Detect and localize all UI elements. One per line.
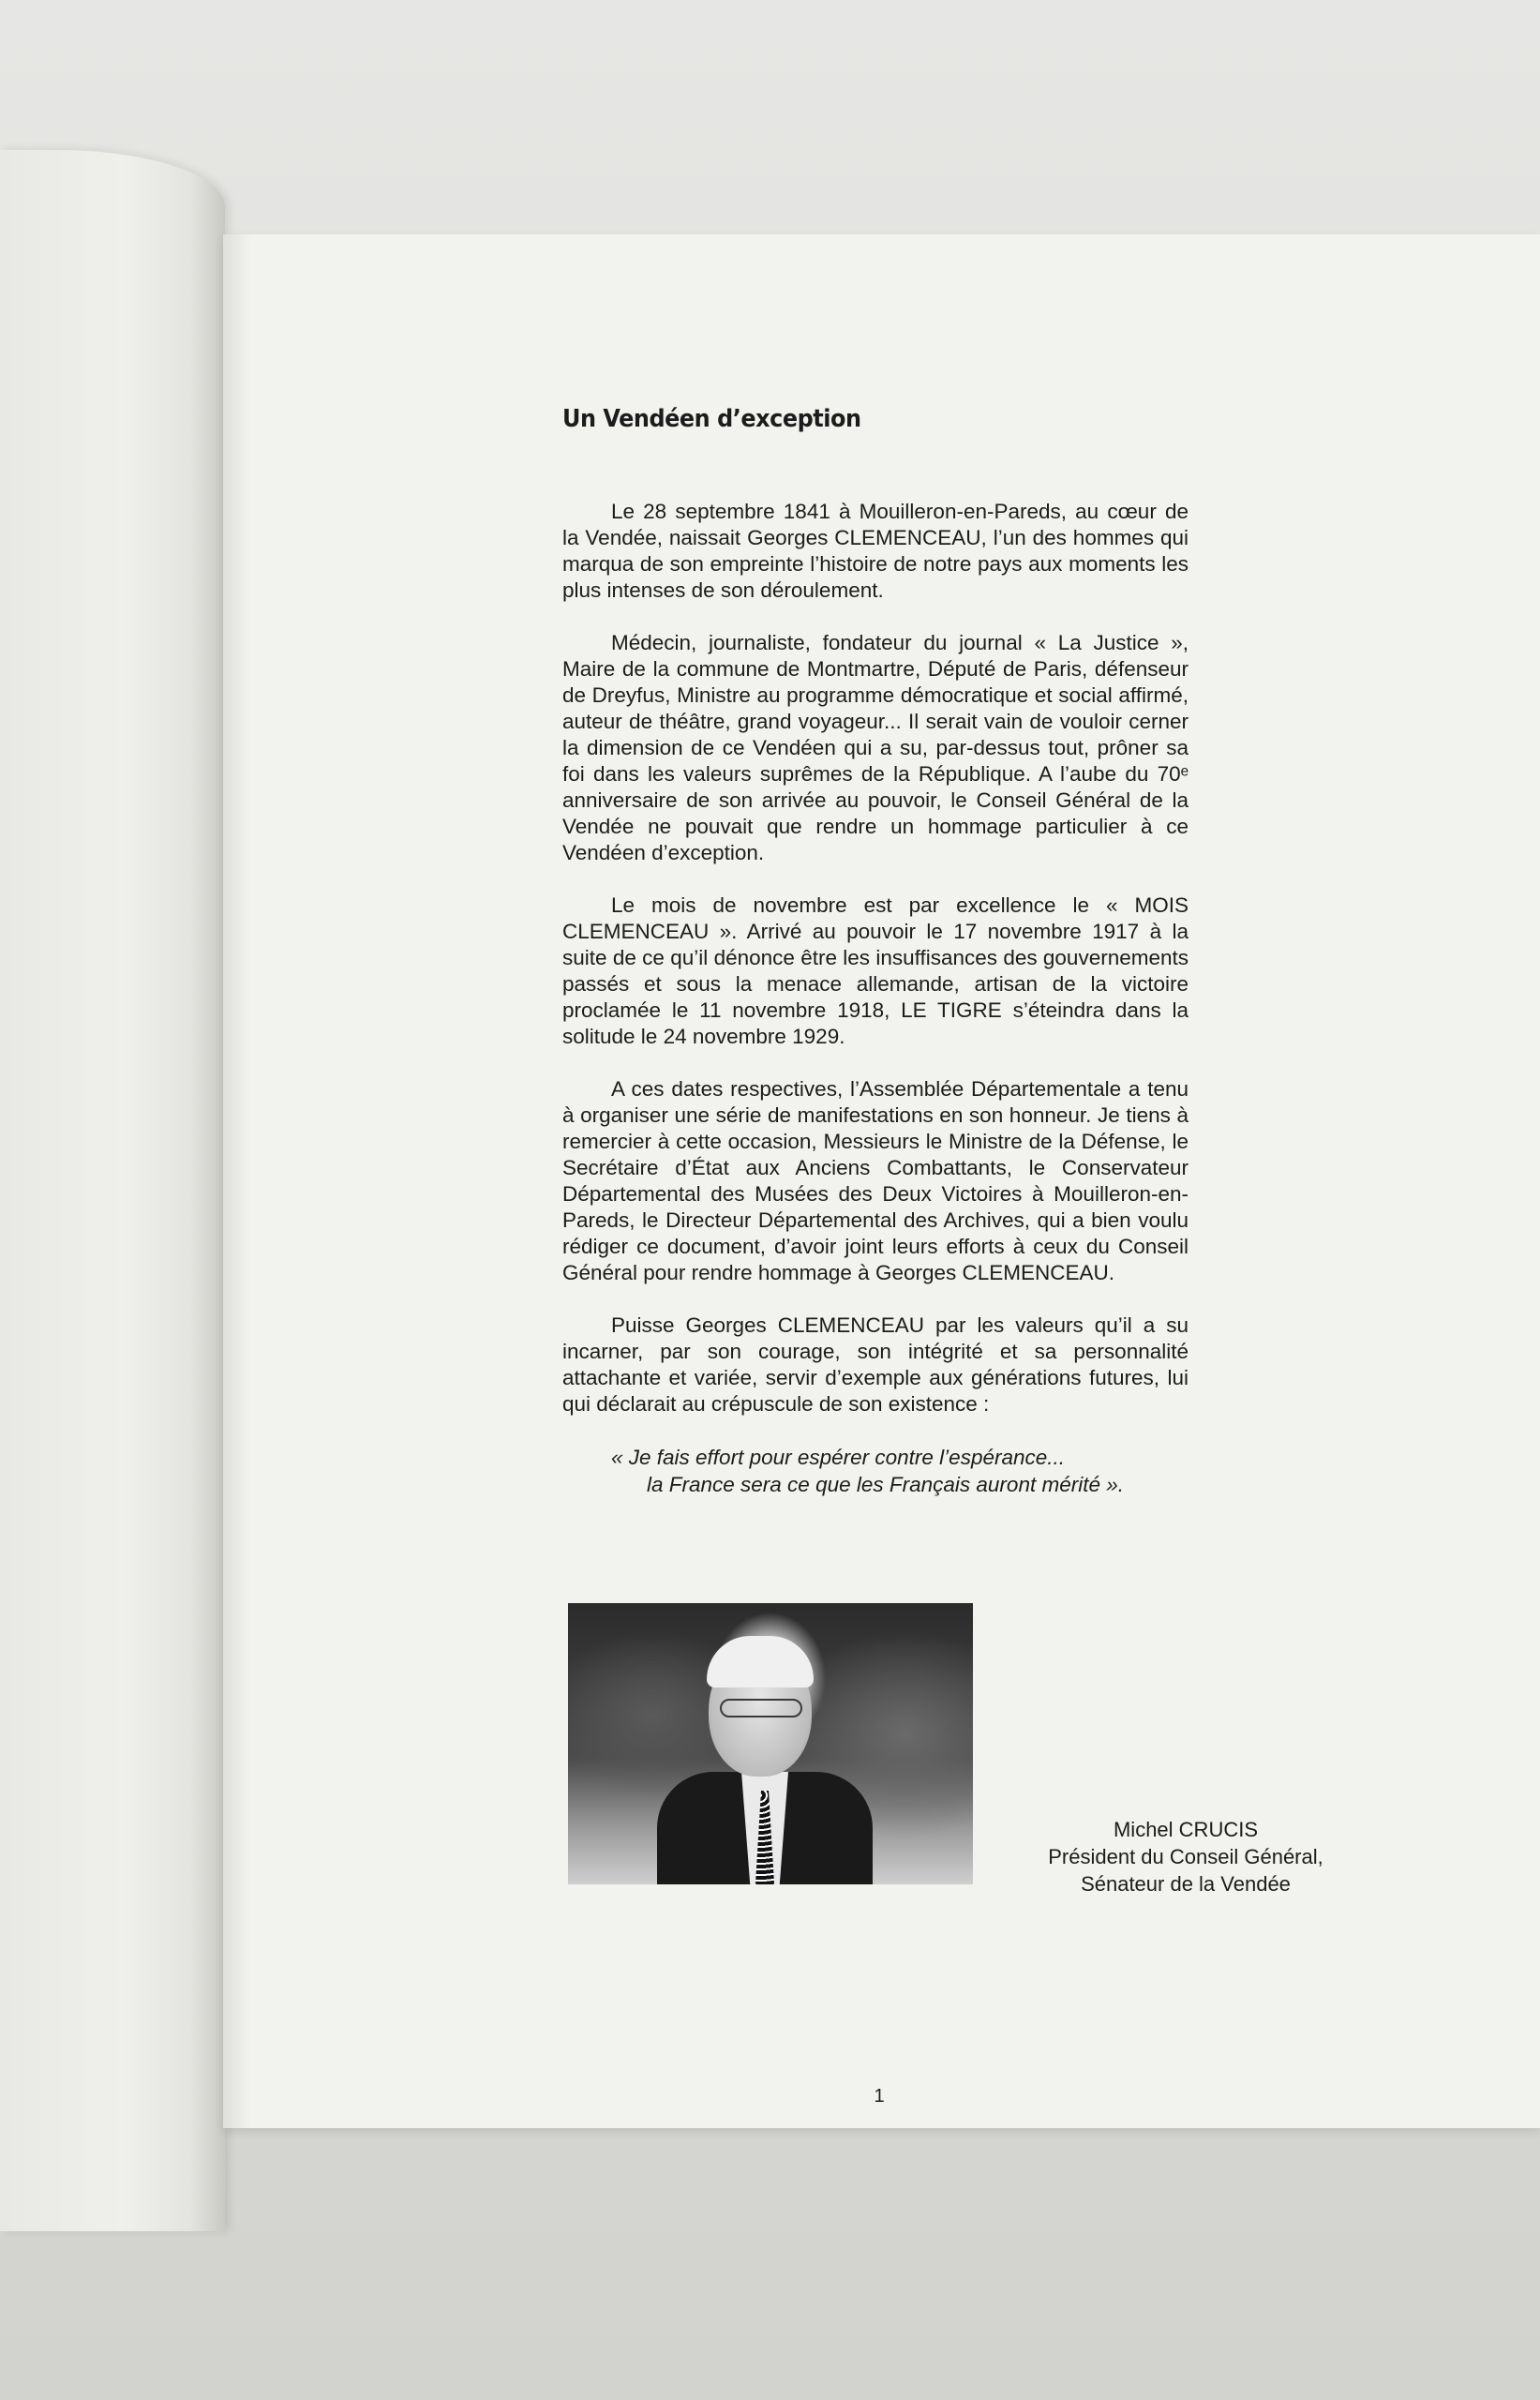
paragraph-5: Puisse Georges CLEMENCEAU par les valeurs qu’il a su incarner, par son courage, son intégrité et sa personnalité attachante et variée, servir d’exemple aux générations futures, lui qui déclarait au crépuscule de son existence :	[562, 1313, 1189, 1416]
page-title: Un Vendéen d’exception	[562, 405, 861, 433]
paragraph-3: Le mois de novembre est par excellence le « MOIS CLEMENCEAU ». Arrivé au pouvoir le 17 novembre 1917 à la suite de ce qu’il dénonce être les insuffisances des gouvernements passés et sous la menace allemande, artisan de la victoire proclamée le 11 novembre 1918, LE TIGRE s’éteindra dans la solitude le 24 novembre 1929.	[562, 893, 1189, 1048]
paragraph-1: Le 28 septembre 1841 à Mouilleron-en-Pareds, au cœur de la Vendée, naissait Georges CLEMENCEAU, l’un des hommes qui marqua de son empreinte l’histoire de notre pays aux moments les plus intenses de son déroulement.	[562, 500, 1189, 602]
left-page-edge	[0, 150, 225, 2231]
page-number: 1	[874, 2086, 885, 2107]
signatory-role-1: Président du Conseil Général,	[1048, 1845, 1323, 1868]
quote-line-2: la France sera ce que les Français auront mérité ».	[647, 1473, 1124, 1496]
signatory-role-2: Sénateur de la Vendée	[1081, 1872, 1291, 1896]
page-fold-shadow	[223, 234, 251, 2128]
signature-block	[1022, 1816, 1350, 1898]
portrait-hair	[707, 1636, 814, 1688]
portrait-glasses	[720, 1699, 802, 1718]
page-content	[562, 405, 1189, 1498]
closing-quote	[611, 1444, 1189, 1498]
portrait-photo	[568, 1603, 973, 1884]
paragraph-4: A ces dates respectives, l’Assemblée Départementale a tenu à organiser une série de manifestations en son honneur. Je tiens à remercier à cette occasion, Messieurs le Ministre de la Défense, le Secrétaire d’État aux Anciens Combattants, le Conservateur Départemental des Musées des Deux Victoires à Mouilleron-en-Pareds, le Directeur Départemental des Archives, qui a bien voulu rédiger ce document, d’avoir joint leurs efforts à ceux du Conseil Général pour rendre hommage à Georges CLEMENCEAU.	[562, 1077, 1189, 1284]
signatory-name: Michel CRUCIS	[1113, 1818, 1259, 1841]
paragraph-2: Médecin, journaliste, fondateur du journal « La Justice », Maire de la commune de Montmartre, Député de Paris, défenseur de Dreyfus, Ministre au programme démocratique et social affirmé, auteur de théâtre, grand voyageur... Il serait vain de vouloir cerner la dimension de ce Vendéen qui a su, par-dessus tout, prôner sa foi dans les valeurs suprêmes de la République. A l’aube du 70ᵉ anniversaire de son arrivée au pouvoir, le Conseil Général de la Vendée ne pouvait que rendre un hommage particulier à ce Vendéen d’exception.	[562, 631, 1189, 864]
quote-line-1: « Je fais effort pour espérer contre l’espérance...	[611, 1446, 1066, 1469]
